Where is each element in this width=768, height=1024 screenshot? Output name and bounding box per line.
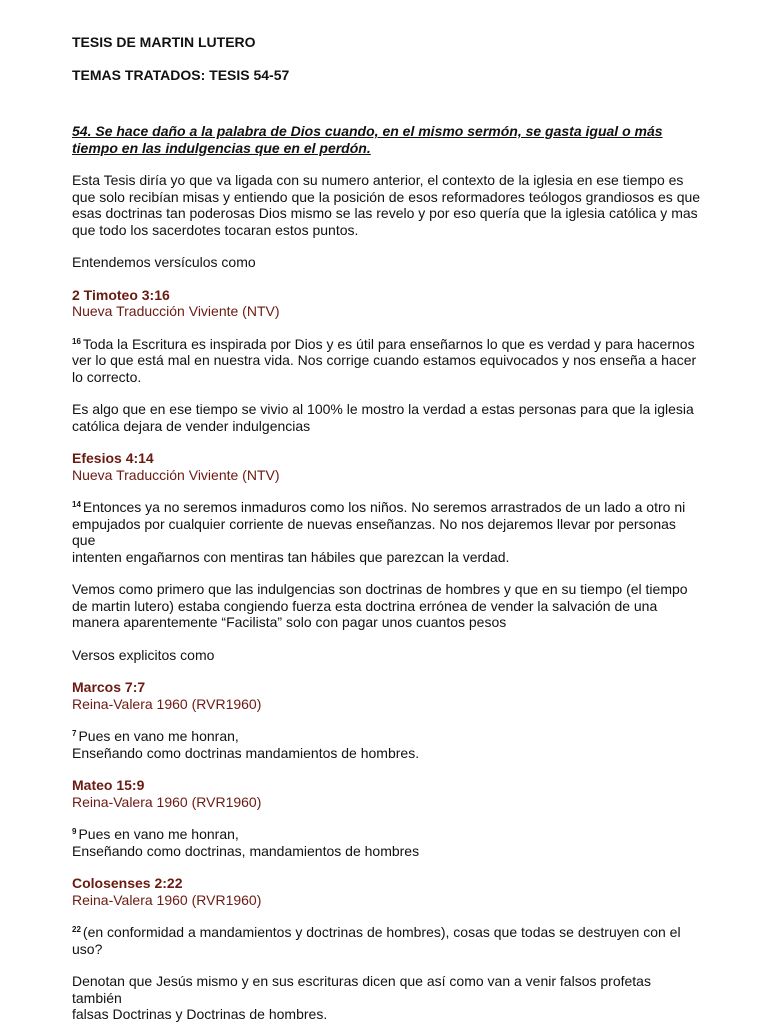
verse-number: 16 — [72, 336, 81, 346]
paragraph-analysis — [72, 581, 702, 631]
topics-heading: TEMAS TRATADOS: TESIS 54-57 — [72, 66, 290, 83]
verse-version: Reina-Valera 1960 (RVR1960) — [72, 793, 262, 810]
verse-text — [72, 924, 702, 957]
paragraph-commentary — [72, 401, 702, 434]
verse-reference: Efesios 4:14 — [72, 450, 154, 466]
verse-line: intenten engañarnos con mentiras tan hábiles que parezcan la verdad. — [72, 548, 510, 565]
paragraph-line: Vemos como primero que las indulgencias son doctrinas de hombres y que en su tiempo (el tiempo — [72, 581, 688, 597]
verse-line: Enseñando como doctrinas mandamientos de hombres. — [72, 744, 420, 761]
verse-version: Reina-Valera 1960 (RVR1960) — [72, 891, 262, 908]
document-title: TESIS DE MARTIN LUTERO — [72, 34, 256, 50]
verse-reference: Mateo 15:9 — [72, 777, 145, 793]
paragraph-intro — [72, 172, 702, 238]
verse-block — [72, 777, 702, 859]
verse-text — [72, 499, 702, 565]
paragraph-line: católica dejara de vender indulgencias — [72, 417, 311, 434]
document-page — [72, 34, 702, 1023]
verse-line: $^{14}$ Entonces ya no seremos inmaduros como los niños. No seremos arrastrados de un lado a otro ni — [72, 499, 686, 515]
verse-reference: 2 Timoteo 3:16 — [72, 286, 170, 303]
verse-version: Nueva Traducción Viviente (NTV) — [72, 303, 280, 319]
paragraph-line: esas doctrinas tan poderosas Dios mismo se las revelo y por eso quería que la iglesia católica y mas — [72, 205, 698, 221]
paragraph-line: falsas Doctrinas y Doctrinas de hombres. — [72, 1006, 328, 1022]
thesis-line: 54. Se hace daño a la palabra de Dios cuando, en el mismo sermón, se gasta igual o más — [72, 123, 663, 139]
verse-block — [72, 679, 702, 761]
paragraph-line: que solo recibían misas y entiendo que la posición de esos reformadores teólogos grandiosos es que — [72, 188, 701, 205]
thesis-line: tiempo en las indulgencias que en el perdón. — [72, 139, 371, 156]
verse-line: uso? — [72, 940, 103, 957]
verse-number: 14 — [72, 500, 81, 509]
verse-line: $^7$ Pues en vano me honran, — [72, 728, 239, 744]
verse-block — [72, 875, 702, 957]
verse-line: ver lo que está mal en nuestra vida. Nos corrige cuando estamos equivocados y nos enseña a hacer — [72, 352, 697, 368]
verse-number: 9 — [72, 827, 77, 836]
verse-version: Reina-Valera 1960 (RVR1960) — [72, 695, 262, 712]
verse-line: $^{22}$ (en conformidad a mandamientos y doctrinas de hombres), cosas que todas se destruyen con el — [72, 924, 681, 940]
verse-reference: Colosenses 2:22 — [72, 875, 183, 891]
verse-line: empujados por cualquier corriente de nuevas enseñanzas. No nos dejaremos llevar por personas que — [72, 515, 676, 548]
verse-block — [72, 287, 702, 386]
paragraph-line: Esta Tesis diría yo que va ligada con su numero anterior, el contexto de la iglesia en ese tiempo es — [72, 172, 684, 188]
paragraph-conclusion — [72, 973, 702, 1023]
verse-version: Nueva Traducción Viviente (NTV) — [72, 466, 280, 483]
verse-block — [72, 450, 702, 565]
thesis-statement — [72, 123, 702, 156]
paragraph-line: que todo los sacerdotes tocaran estos puntos. — [72, 221, 359, 238]
verse-line: $^{16}$ Toda la Escritura es inspirada por Dios y es útil para enseñarnos lo que es verdad y para hacernos — [72, 335, 695, 352]
verse-line: $^9$ Pues en vano me honran, — [72, 826, 239, 842]
verse-number: 22 — [72, 925, 81, 934]
verse-number: 7 — [72, 729, 77, 738]
paragraph-line: Es algo que en ese tiempo se vivio al 100% le mostro la verdad a estas personas para que la iglesia — [72, 401, 694, 417]
verse-text — [72, 826, 702, 859]
paragraph-explicit-verses: Versos explicitos como — [72, 646, 215, 663]
verse-line: lo correcto. — [72, 368, 142, 385]
verse-line: Enseñando como doctrinas, mandamientos de hombres — [72, 842, 420, 859]
paragraph-line: Denotan que Jesús mismo y en sus escrituras dicen que así como van a venir falsos profetas también — [72, 973, 651, 1006]
paragraph-line: manera aparentemente “Facilista” solo con pagar unos cuantos pesos — [72, 614, 507, 630]
verse-text — [72, 336, 702, 386]
verse-text — [72, 728, 702, 761]
paragraph-line: de martin lutero) estaba congiendo fuerza esta doctrina errónea de vender la salvación de una — [72, 597, 658, 614]
verse-reference: Marcos 7:7 — [72, 679, 146, 695]
paragraph-verses-intro: Entendemos versículos como — [72, 254, 256, 270]
